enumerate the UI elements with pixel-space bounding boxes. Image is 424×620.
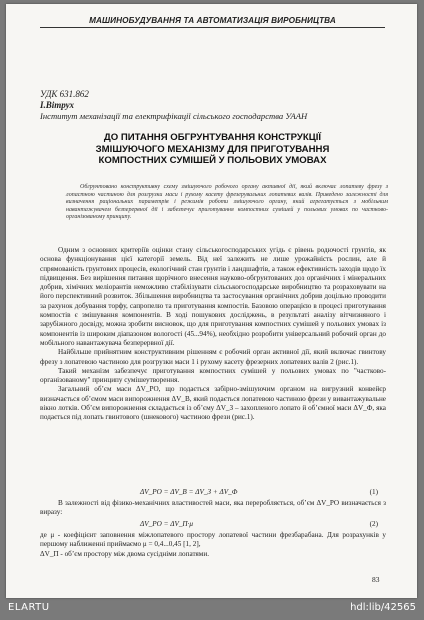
- page-number: 83: [372, 575, 380, 584]
- tail-text: [40, 531, 386, 559]
- paragraph: Найбільше прийнятним конструктивним рішенням є робочий орган активної дії, який включає гвинтову фрезу з лопатевою частиною для розгрузки маси 1 і рухому касету фрезерних лопатевих валів 2 (рис.1).: [40, 348, 386, 366]
- tail-line: ΔV_П - об’єм простору між двома сусідніми лопатями.: [40, 549, 209, 558]
- title-line: ЗМІШУЮЧОГО МЕХАНІЗМУ ДЛЯ ПРИГОТУВАННЯ: [95, 143, 330, 155]
- equation-number: (2): [369, 520, 378, 528]
- equation-formula: ΔV_PO = ΔV_П·μ: [140, 520, 194, 528]
- repository-label: ELARTU: [8, 602, 50, 613]
- paragraph: Одним з основних критеріїв оцінки стану сільськогосподарських угідь є рівень родючості грунтів, як основа функціонування цієї категорії земель. Від неї залежить не лише урожайність рослин, але й спрямованість грунтових процесів, екологічний стан грунтів і ландшафтів, а також ефективність заходів щодо їх підвищення. Без вирішення питання щорічного внесення науково-обгрунтованих доз органічних і мінеральних добрив, хімічних меліорантів неможливо стабілізувати сільськогосподарське виробництво та розраховувати на його перспективний розвиток. Збільшення виробництва та застосування органічних добрив доцільно проводити за рахунок добування торфу, сапропелю та приготування компостів. Базовою операцією в процесі приготування компостів є змішування компонентів. В ході пошукових досліджень, в результаті аналізу вітчизняного і зарубіжного досвіду, можна зробити висновок, що для приготування компостних сумішей у польових умовах із компонентів із широким діапазоном вологості (45...94%), необхідно розробити універсальний робочий орган до мобільного навантажувача безперервної дії.: [40, 246, 386, 347]
- body-text: [40, 246, 386, 423]
- institution: Інститут механізації та електрифікації сільського господарства УААН: [40, 111, 308, 121]
- tail-line: де μ - коефіцієнт заповнення міжлопатевого простору лопатевої частини фрезбарабана. Для розрахунків у першому наближенні приймаємо μ = 0,4...0,45 [1, 2],: [40, 531, 386, 549]
- abstract-text: Обгрунтовано конструктивну схему змішуючого робочого органу активної дії, який включає лопатеву фрезу з лопастною частиною для розгрузки маси і рухому касету фрезерувальних лопатевих валів. Приведено залежності для визначення раціональних параметрів і режимів роботи змішуючого органу, який агрегатується з мобільним навантажувачем безперервної дії і забезпечує приготування компостних сумішей у польових умовах по частково-організованому принципу.: [66, 184, 388, 221]
- title-line: КОМПОСТНИХ СУМІШЕЙ У ПОЛЬОВИХ УМОВАХ: [98, 155, 327, 167]
- paragraph: Такий механізм забезпечує приготування компостних сумішей у польових умовах по "частково-організованому" принципу сумішеутворення.: [40, 366, 386, 385]
- abstract: [66, 184, 388, 222]
- paragraph: Загальний об’єм маси ΔV_PO, що подається забірно-змішуючим органом на вигрузний конвейєр визначається об’ємом маси випорожнення ΔV_B, який подається лопатевою частиною фрези у вивантажувальне вікно лотків. Об’єм випорожнення складається із об’єму ΔV_З – захопленого лопато й об’ємної маси ΔV_Ф, яка подається під лопать гвинтового (шнекового) частиною фрези (рис.1).: [40, 385, 386, 422]
- title-line: ДО ПИТАННЯ ОБГРУНТУВАННЯ КОНСТРУКЦІЇ: [103, 132, 322, 143]
- document-page: [6, 4, 417, 598]
- udc-code: УДК 631.862: [40, 89, 89, 99]
- mid-text: [40, 499, 386, 518]
- author-name: І.Вітрух: [40, 100, 75, 110]
- equation-formula: ΔV_PO = ΔV_B = ΔV_З + ΔV_Ф: [140, 488, 238, 496]
- equation-number: (1): [369, 488, 378, 496]
- running-header: МАШИНОБУДУВАННЯ ТА АВТОМАТИЗАЦІЯ ВИРОБНИЦТВА: [40, 16, 385, 28]
- handle-link[interactable]: hdl:lib/42565: [350, 602, 416, 613]
- article-title: [40, 132, 385, 167]
- paragraph: В залежності від фізико-механічних властивостей маси, яка переробляється, об’єм ΔV_PO визначається з виразу:: [40, 499, 386, 517]
